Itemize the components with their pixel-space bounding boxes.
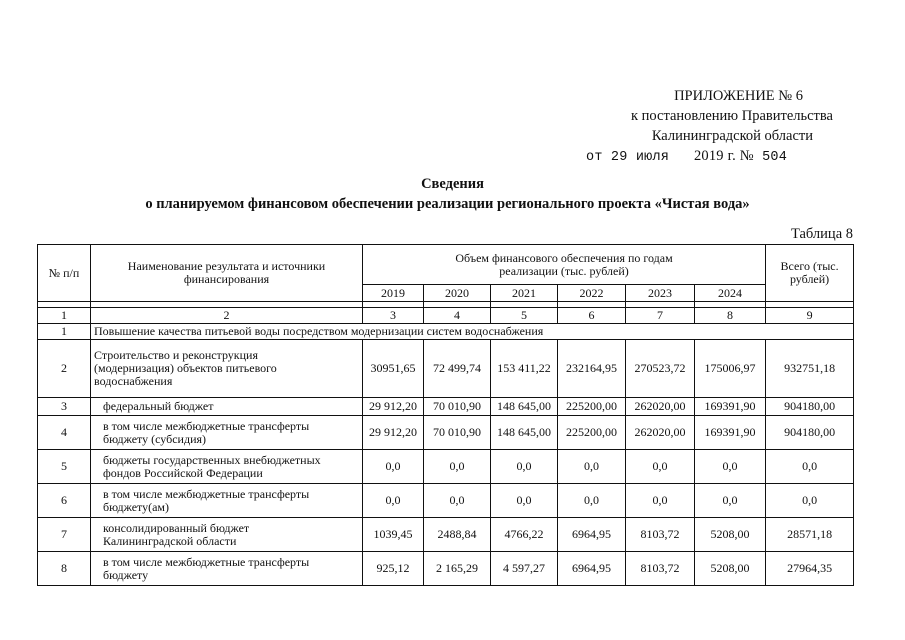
row-name: в том числе межбюджетные трансферты бюджету (субсидия) xyxy=(91,416,363,450)
row-value: 30951,65 xyxy=(363,340,424,398)
table-row xyxy=(38,552,854,586)
table-label: Таблица 8 xyxy=(790,226,853,242)
row-value: 225200,00 xyxy=(558,416,626,450)
row-name: в том числе межбюджетные трансферты бюджету(ам) xyxy=(91,484,363,518)
row-value: 904180,00 xyxy=(766,416,854,450)
row-num: 2 xyxy=(38,340,91,398)
row-value: 4766,22 xyxy=(491,518,558,552)
row-value: 262020,00 xyxy=(626,398,695,416)
row-value: 0,0 xyxy=(626,450,695,484)
index-cell: 9 xyxy=(766,308,854,324)
row-num: 8 xyxy=(38,552,91,586)
header-volume: Объем финансового обеспечения по годам реализации (тыс. рублей) xyxy=(363,245,766,285)
row-name: Строительство и реконструкция (модернизация) объектов питьевого водоснабжения xyxy=(91,340,363,398)
row-value: 0,0 xyxy=(491,450,558,484)
table-row xyxy=(38,518,854,552)
row-num: 5 xyxy=(38,450,91,484)
row-value: 0,0 xyxy=(766,484,854,518)
row-num: 4 xyxy=(38,416,91,450)
index-cell: 4 xyxy=(424,308,491,324)
index-cell: 2 xyxy=(91,308,363,324)
row-value: 5208,00 xyxy=(695,552,766,586)
header-year: 2019 xyxy=(363,285,424,302)
table-row xyxy=(38,340,854,398)
header-year: 2023 xyxy=(626,285,695,302)
row-value: 72 499,74 xyxy=(424,340,491,398)
row-value: 2 165,29 xyxy=(424,552,491,586)
row-value: 0,0 xyxy=(626,484,695,518)
row-value: 6964,95 xyxy=(558,518,626,552)
row-value: 232164,95 xyxy=(558,340,626,398)
financing-table xyxy=(37,244,854,586)
row-value: 70 010,90 xyxy=(424,416,491,450)
header-year: 2021 xyxy=(491,285,558,302)
row-value: 0,0 xyxy=(424,484,491,518)
index-cell: 8 xyxy=(695,308,766,324)
table-row xyxy=(38,450,854,484)
row-value: 0,0 xyxy=(363,450,424,484)
header-year: 2022 xyxy=(558,285,626,302)
section-row xyxy=(38,324,854,340)
row-name: в том числе межбюджетные трансферты бюджету xyxy=(91,552,363,586)
row-value: 148 645,00 xyxy=(491,416,558,450)
row-num: 3 xyxy=(38,398,91,416)
header-year: 2020 xyxy=(424,285,491,302)
row-value: 0,0 xyxy=(491,484,558,518)
row-value: 169391,90 xyxy=(695,398,766,416)
row-value: 0,0 xyxy=(558,450,626,484)
row-value: 0,0 xyxy=(766,450,854,484)
row-name: бюджеты государственных внебюджетных фондов Российской Федерации xyxy=(91,450,363,484)
row-value: 29 912,20 xyxy=(363,416,424,450)
row-value: 0,0 xyxy=(558,484,626,518)
header-total: Всего (тыс. рублей) xyxy=(766,245,854,302)
row-value: 29 912,20 xyxy=(363,398,424,416)
appendix-date-number: 504 xyxy=(762,150,787,165)
row-value: 4 597,27 xyxy=(491,552,558,586)
heading-subtitle: о планируемом финансовом обеспечении реализации регионального проекта «Чистая вода» xyxy=(145,196,750,212)
row-value: 153 411,22 xyxy=(491,340,558,398)
row-value: 28571,18 xyxy=(766,518,854,552)
row-value: 148 645,00 xyxy=(491,398,558,416)
row-value: 2488,84 xyxy=(424,518,491,552)
row-num: 7 xyxy=(38,518,91,552)
row-value: 0,0 xyxy=(424,450,491,484)
section-num: 1 xyxy=(38,324,91,340)
appendix-line-resolution: к постановлению Правительства xyxy=(631,108,833,124)
table-row xyxy=(38,398,854,416)
row-value: 0,0 xyxy=(363,484,424,518)
index-cell: 7 xyxy=(626,308,695,324)
row-value: 262020,00 xyxy=(626,416,695,450)
table-row xyxy=(38,484,854,518)
row-value: 70 010,90 xyxy=(424,398,491,416)
heading-title: Сведения xyxy=(421,176,484,192)
row-value: 169391,90 xyxy=(695,416,766,450)
row-value: 175006,97 xyxy=(695,340,766,398)
row-num: 6 xyxy=(38,484,91,518)
row-value: 904180,00 xyxy=(766,398,854,416)
row-value: 5208,00 xyxy=(695,518,766,552)
header-name: Наименование результата и источники финансирования xyxy=(91,245,363,302)
index-row xyxy=(38,308,854,324)
row-value: 0,0 xyxy=(695,450,766,484)
appendix-date xyxy=(586,146,787,168)
appendix-title: ПРИЛОЖЕНИЕ № 6 xyxy=(674,88,803,104)
row-value: 925,12 xyxy=(363,552,424,586)
document-heading xyxy=(0,174,905,214)
row-value: 6964,95 xyxy=(558,552,626,586)
appendix-date-year: 2019 г. № xyxy=(693,148,754,164)
appendix-line-region: Калининградской области xyxy=(651,128,813,144)
header-num: № п/п xyxy=(38,245,91,302)
row-value: 27964,35 xyxy=(766,552,854,586)
appendix-block xyxy=(586,86,833,168)
appendix-date-prefix: от 29 июля xyxy=(586,150,670,165)
index-cell: 6 xyxy=(558,308,626,324)
row-value: 225200,00 xyxy=(558,398,626,416)
row-value: 1039,45 xyxy=(363,518,424,552)
index-cell: 3 xyxy=(363,308,424,324)
row-value: 0,0 xyxy=(695,484,766,518)
row-value: 8103,72 xyxy=(626,518,695,552)
row-value: 270523,72 xyxy=(626,340,695,398)
index-cell: 1 xyxy=(38,308,91,324)
row-name: федеральный бюджет xyxy=(91,398,363,416)
row-value: 8103,72 xyxy=(626,552,695,586)
row-value: 932751,18 xyxy=(766,340,854,398)
header-row-top xyxy=(38,245,854,285)
index-cell: 5 xyxy=(491,308,558,324)
table-row xyxy=(38,416,854,450)
header-year: 2024 xyxy=(695,285,766,302)
section-title: Повышение качества питьевой воды посредством модернизации систем водоснабжения xyxy=(91,324,854,340)
row-name: консолидированный бюджет Калининградской области xyxy=(91,518,363,552)
